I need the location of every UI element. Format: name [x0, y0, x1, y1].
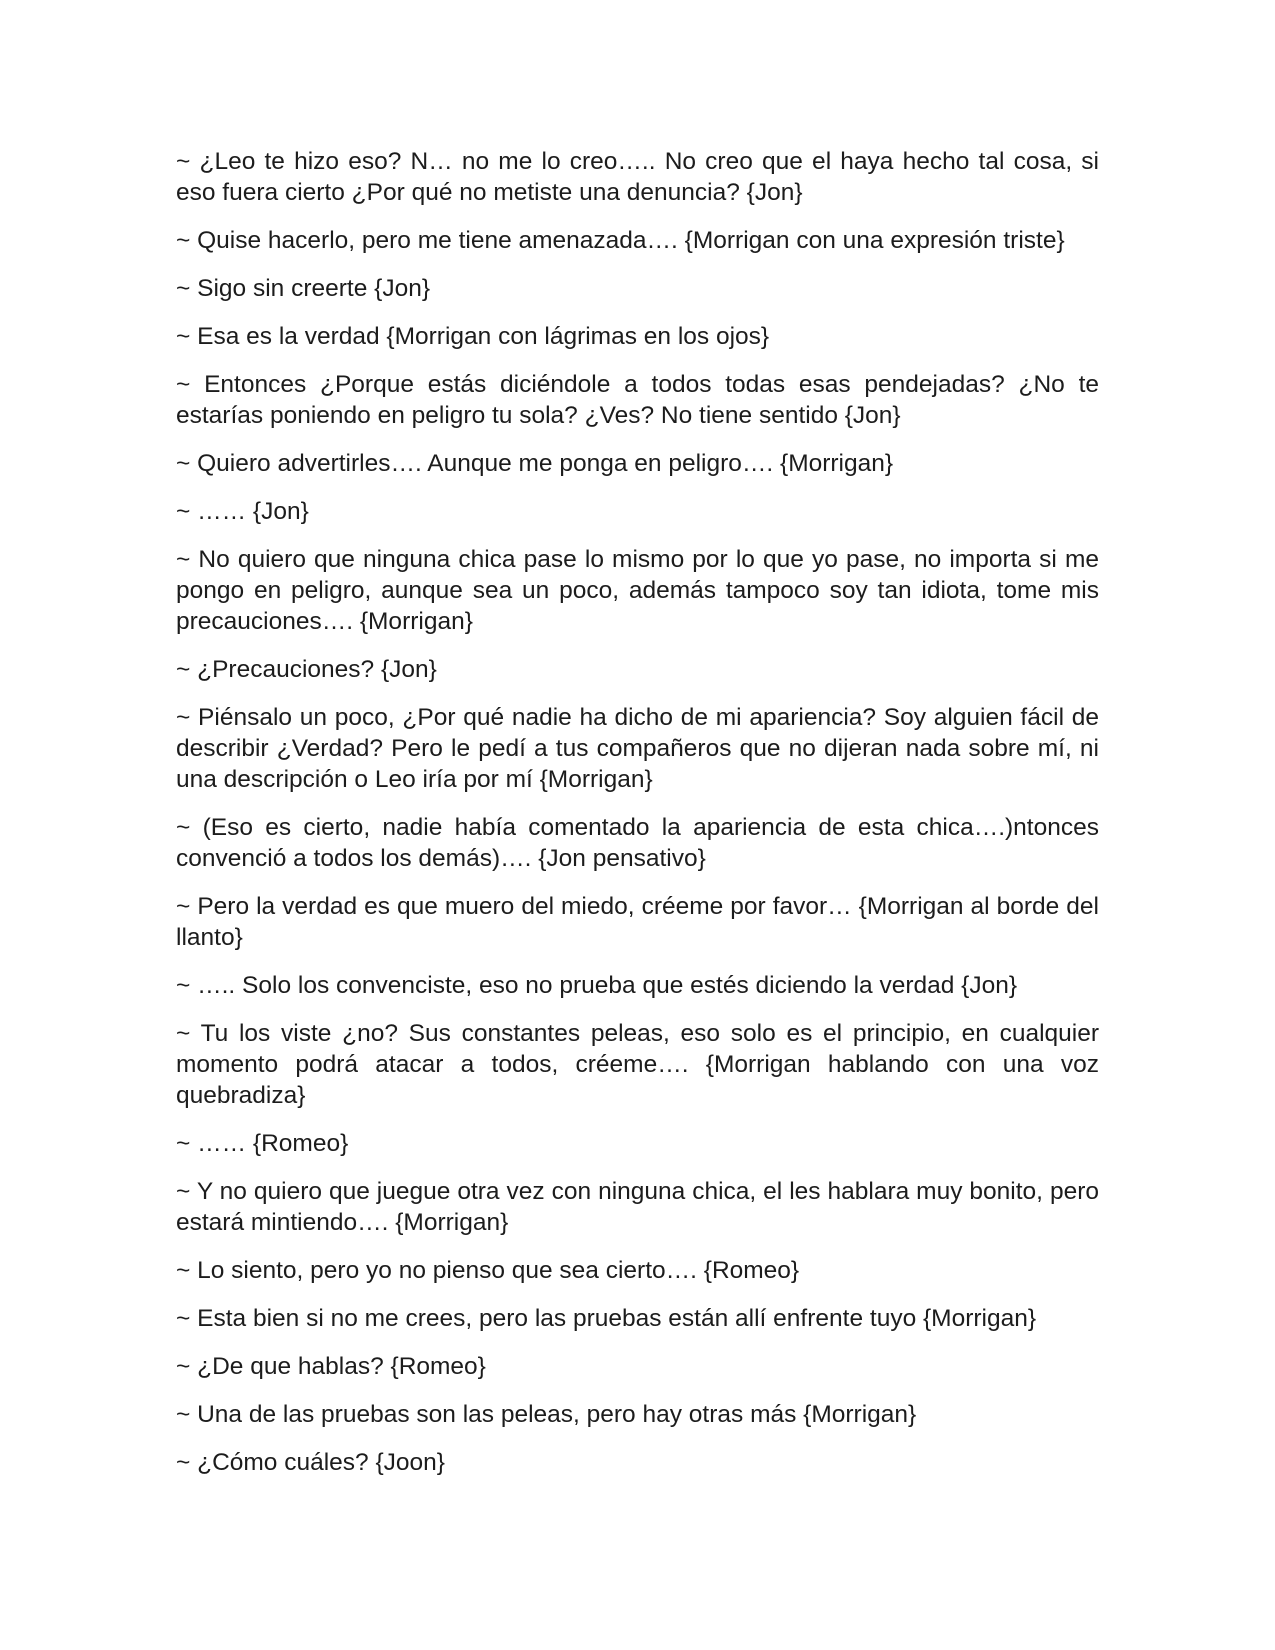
dialogue-line: ~ Quise hacerlo, pero me tiene amenazada…. {Morrigan con una expresión triste} — [176, 227, 1065, 254]
dialogue-line: ~ …… {Romeo} — [176, 1130, 349, 1157]
dialogue-line: ~ Esta bien si no me crees, pero las pruebas están allí enfrente tuyo {Morrigan} — [176, 1305, 1037, 1332]
dialogue-line: ~ ¿De que hablas? {Romeo} — [176, 1353, 486, 1380]
dialogue-line: ~ Y no quiero que juegue otra vez con ninguna chica, el les hablara muy bonito, pero estará mintiendo…. {Morrigan} — [176, 1178, 1099, 1236]
dialogue-line: ~ ….. Solo los convenciste, eso no prueba que estés diciendo la verdad {Jon} — [176, 972, 1018, 999]
dialogue-line: ~ ¿Precauciones? {Jon} — [176, 656, 437, 683]
dialogue-line: ~ Esa es la verdad {Morrigan con lágrimas en los ojos} — [176, 323, 770, 350]
dialogue-line: ~ Pero la verdad es que muero del miedo, créeme por favor… {Morrigan al borde del llanto} — [176, 893, 1099, 951]
dialogue-line: ~ (Eso es cierto, nadie había comentado la apariencia de esta chica….)ntonces convenció a todos los demás)…. {Jon pensativo} — [176, 814, 1099, 872]
document-page — [176, 146, 1099, 1495]
dialogue-line: ~ Una de las pruebas son las peleas, pero hay otras más {Morrigan} — [176, 1401, 917, 1428]
dialogue-line: ~ Lo siento, pero yo no pienso que sea cierto…. {Romeo} — [176, 1257, 800, 1284]
dialogue-line: ~ No quiero que ninguna chica pase lo mismo por lo que yo pase, no importa si me pongo en peligro, aunque sea un poco, además tampoco soy tan idiota, tome mis precauciones…. {Morrigan} — [176, 546, 1099, 635]
dialogue-line: ~ ¿Leo te hizo eso? N… no me lo creo….. No creo que el haya hecho tal cosa, si eso fuera cierto ¿Por qué no metiste una denuncia? {Jon} — [176, 148, 1099, 206]
dialogue-line: ~ Quiero advertirles…. Aunque me ponga en peligro…. {Morrigan} — [176, 450, 894, 477]
dialogue-line: ~ Piénsalo un poco, ¿Por qué nadie ha dicho de mi apariencia? Soy alguien fácil de describir ¿Verdad? Pero le pedí a tus compañeros que no dijeran nada sobre mí, ni una descripción o Leo iría por mí {Morrigan} — [176, 704, 1099, 793]
dialogue-line: ~ Sigo sin creerte {Jon} — [176, 275, 431, 302]
dialogue-line: ~ Tu los viste ¿no? Sus constantes peleas, eso solo es el principio, en cualquier momento podrá atacar a todos, créeme…. {Morrigan hablando con una voz quebradiza} — [176, 1020, 1099, 1109]
dialogue-line: ~ ¿Cómo cuáles? {Joon} — [176, 1449, 445, 1476]
dialogue-line: ~ Entonces ¿Porque estás diciéndole a todos todas esas pendejadas? ¿No te estarías poniendo en peligro tu sola? ¿Ves? No tiene sentido {Jon} — [176, 371, 1099, 429]
dialogue-line: ~ …… {Jon} — [176, 498, 309, 525]
